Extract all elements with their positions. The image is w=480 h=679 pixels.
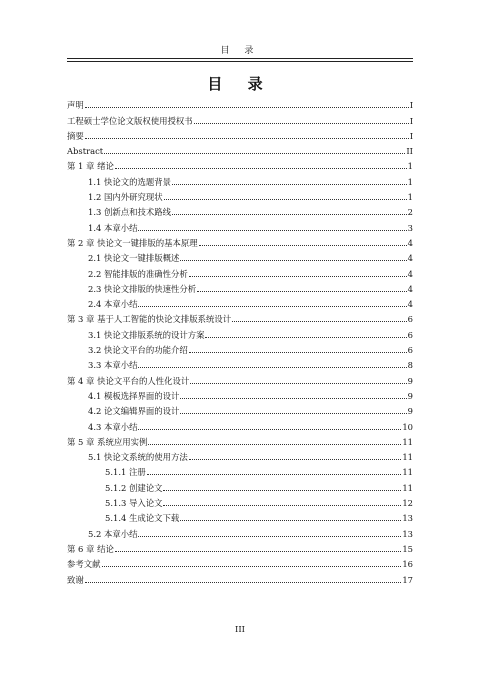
dot-leader	[189, 351, 407, 353]
toc-entry-page: 6	[407, 314, 413, 325]
toc-entry-label: 4.2 论文编辑界面的设计	[88, 406, 180, 417]
toc-entry-page: 4	[407, 299, 413, 310]
toc-entry-page: 1	[407, 192, 413, 203]
toc-entry-label: 3.3 本章小结	[88, 360, 138, 371]
toc-entry-page: 2	[407, 207, 413, 218]
toc-entry[interactable]	[67, 156, 413, 171]
toc-entry-label: 参考文献	[67, 559, 101, 570]
toc-entry[interactable]	[67, 401, 413, 416]
dot-leader	[147, 473, 402, 475]
dot-leader	[85, 106, 409, 108]
toc-entry-page: 13	[402, 513, 413, 524]
toc-entry[interactable]	[67, 340, 413, 355]
toc-entry[interactable]	[67, 370, 413, 385]
toc-entry-label: 5.1.1 注册	[105, 467, 146, 478]
toc-entry-label: 3.2 快论文平台的功能介绍	[88, 345, 188, 356]
toc-entry-page: I	[409, 130, 413, 141]
toc-entry[interactable]	[67, 462, 413, 477]
toc-entry-page: 4	[407, 268, 413, 279]
toc-entry-page: 13	[402, 528, 413, 539]
header-rule-thin	[67, 61, 413, 62]
toc-entry-label: 1.3 创新点和技术路线	[88, 207, 171, 218]
toc-entry-label: 1.2 国内外研究现状	[88, 192, 163, 203]
dot-leader	[102, 565, 402, 567]
dot-leader	[180, 259, 406, 261]
running-header: 目 录	[220, 46, 260, 56]
dot-leader	[138, 428, 401, 430]
toc-entry-label: 第 4 章 快论文平台的人性化设计	[67, 375, 190, 386]
toc-entry-page: 8	[407, 360, 413, 371]
toc-entry-page: 10	[402, 421, 413, 432]
dot-leader	[194, 122, 409, 124]
toc-entry-page: 17	[402, 574, 413, 585]
toc-entry[interactable]	[67, 263, 413, 278]
toc-entry-label: 2.2 智能排版的准确性分析	[88, 268, 188, 279]
dot-leader	[163, 489, 401, 491]
toc-entry[interactable]	[67, 202, 413, 217]
dot-leader	[232, 320, 407, 322]
dot-leader	[189, 458, 402, 460]
dot-leader	[138, 229, 406, 231]
toc-entry-page: 1	[407, 176, 413, 187]
toc-entry-label: 第 2 章 快论文一键排版的基本原理	[67, 237, 198, 248]
toc-entry[interactable]	[67, 523, 413, 538]
toc-entry-label: Abstract	[67, 146, 104, 157]
toc-entry-label: 5.1.2 创建论文	[105, 482, 163, 493]
dot-leader	[199, 244, 407, 246]
dot-leader	[180, 412, 406, 414]
toc-entry-label: 2.3 快论文排版的快速性分析	[88, 283, 197, 294]
toc-entry[interactable]	[67, 126, 413, 141]
dot-leader	[85, 581, 402, 583]
dot-leader	[190, 382, 406, 384]
toc-entry[interactable]	[67, 187, 413, 202]
toc-entry[interactable]	[67, 554, 413, 569]
toc-entry[interactable]	[67, 110, 413, 125]
toc-entry-page: II	[406, 146, 413, 157]
toc-entry-page: 4	[407, 237, 413, 248]
toc-entry-page: I	[409, 115, 413, 126]
toc-entry-page: 3	[407, 222, 413, 233]
dot-leader	[138, 535, 401, 537]
toc-entry[interactable]	[67, 233, 413, 248]
toc-entry-label: 2.1 快论文一键排版概述	[88, 253, 180, 264]
toc-entry[interactable]	[67, 279, 413, 294]
toc-entry-page: 9	[407, 390, 413, 401]
toc-entry[interactable]	[67, 171, 413, 186]
toc-entry-label: 致谢	[67, 574, 84, 585]
toc-entry-page: 12	[402, 498, 413, 509]
toc-entry[interactable]	[67, 447, 413, 462]
toc-entry[interactable]	[67, 569, 413, 584]
toc-entry-label: 4.3 本章小结	[88, 421, 138, 432]
toc-entry[interactable]	[67, 324, 413, 339]
toc-entry-label: 摘要	[67, 130, 84, 141]
toc-entry-page: 11	[402, 452, 413, 463]
toc-entry-label: 1.1 快论文的选题背景	[88, 176, 171, 187]
dot-leader	[180, 397, 406, 399]
toc-entry-page: 6	[407, 329, 413, 340]
dot-leader	[172, 213, 407, 215]
table-of-contents	[67, 95, 413, 585]
toc-entry-label: 声明	[67, 100, 84, 111]
toc-entry[interactable]	[67, 217, 413, 232]
dot-leader	[115, 550, 402, 552]
dot-leader	[104, 152, 405, 154]
dot-leader	[138, 366, 406, 368]
toc-entry-label: 5.2 本章小结	[88, 528, 138, 539]
toc-entry-label: 5.1.4 生成论文下载	[105, 513, 180, 524]
toc-entry-label: 第 1 章 绪论	[67, 161, 114, 172]
toc-entry-page: 4	[407, 283, 413, 294]
toc-entry-page: 9	[407, 375, 413, 386]
toc-entry-label: 第 3 章 基于人工智能的快论文排版系统设计	[67, 314, 232, 325]
toc-entry-page: 11	[402, 482, 413, 493]
toc-entry[interactable]	[67, 95, 413, 110]
toc-entry[interactable]	[67, 477, 413, 492]
toc-entry[interactable]	[67, 493, 413, 508]
toc-entry-page: I	[409, 100, 413, 111]
page-title: 目 录	[207, 75, 273, 93]
toc-entry-label: 工程硕士学位论文版权使用授权书	[67, 115, 193, 126]
toc-entry-page: 16	[402, 559, 413, 570]
dot-leader	[172, 183, 407, 185]
dot-leader	[180, 519, 401, 521]
toc-entry[interactable]	[67, 248, 413, 263]
toc-entry[interactable]	[67, 309, 413, 324]
toc-entry[interactable]	[67, 294, 413, 309]
toc-entry-label: 4.1 模板选择界面的设计	[88, 390, 180, 401]
dot-leader	[205, 336, 406, 338]
toc-entry-page: 11	[402, 436, 413, 447]
dot-leader	[85, 137, 409, 139]
page-number: III	[235, 624, 245, 634]
header-rule	[67, 58, 413, 59]
toc-entry[interactable]	[67, 539, 413, 554]
toc-entry-label: 第 6 章 结论	[67, 543, 114, 554]
toc-entry-label: 5.1 快论文系统的使用方法	[88, 452, 188, 463]
dot-leader	[163, 504, 401, 506]
toc-entry-label: 5.1.3 导入论文	[105, 498, 163, 509]
toc-entry-label: 2.4 本章小结	[88, 299, 138, 310]
toc-entry-label: 第 5 章 系统应用实例	[67, 436, 148, 447]
toc-entry[interactable]	[67, 386, 413, 401]
dot-leader	[164, 198, 407, 200]
dot-leader	[189, 275, 407, 277]
toc-entry[interactable]	[67, 355, 413, 370]
toc-entry[interactable]	[67, 432, 413, 447]
toc-entry-page: 15	[402, 543, 413, 554]
toc-entry-page: 11	[402, 467, 413, 478]
toc-entry-label: 1.4 本章小结	[88, 222, 138, 233]
toc-entry[interactable]	[67, 508, 413, 523]
toc-entry-page: 4	[407, 253, 413, 264]
toc-entry[interactable]	[67, 141, 413, 156]
toc-entry-page: 6	[407, 345, 413, 356]
toc-entry-label: 3.1 快论文排版系统的设计方案	[88, 329, 205, 340]
dot-leader	[148, 443, 401, 445]
toc-entry-page: 9	[407, 406, 413, 417]
dot-leader	[138, 305, 406, 307]
dot-leader	[115, 167, 407, 169]
toc-entry-page: 1	[407, 161, 413, 172]
toc-entry[interactable]	[67, 416, 413, 431]
dot-leader	[197, 290, 407, 292]
